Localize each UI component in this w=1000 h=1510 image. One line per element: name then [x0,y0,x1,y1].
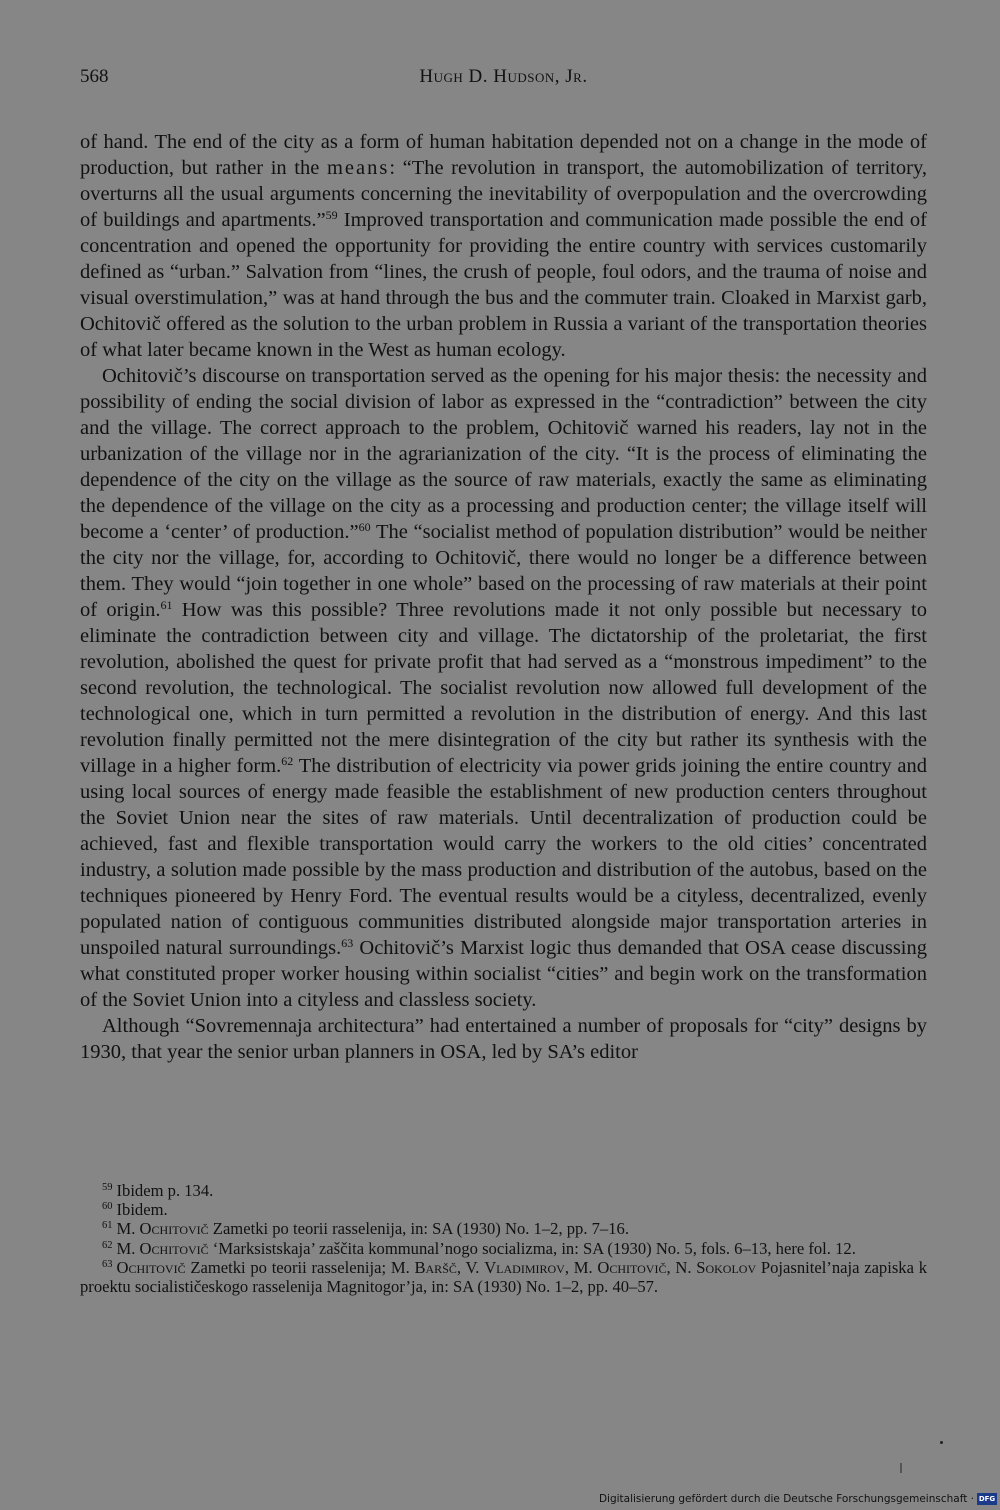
footnote-number: 59 [102,1182,113,1193]
footnote-number: 62 [102,1239,113,1251]
footnote-author: Ochitovič [597,1257,667,1277]
footnote-number: 63 [102,1258,113,1270]
text-run: Ochitovič’s discourse on transportation served as the opening for his major thesis: the necessity and possibility of ending the social division of labor as expressed in the “contradiction” between the city and the village. The correct approach to the problem, Ochitovič warned his readers, lay not in the urbanization of the village nor in the agrarianization of the city. “It is the process of eliminating the dependence of the city on the village as the source of raw materials, exactly the same as eliminating the dependence of the village on the city as a processing and production center; the village itself will become a ‘center’ of production.” [80,365,927,543]
paragraph-2 [80,363,927,1013]
dfg-logo-icon: DFG [978,1495,996,1503]
paragraph-3: Although “Sovremennaja architectura” had entertained a number of proposals for “city” designs by 1930, that year the senior urban planners in OSA, led by SA’s editor [80,1015,927,1063]
page-number: 568 [80,66,109,87]
footnote-text: Zametki po teorii rasselenija; M. [185,1257,415,1277]
footnote-61 [80,1219,927,1238]
spaced-word: means [326,157,390,179]
footnote-author: Vladimirov [484,1257,565,1277]
footnote-60 [80,1200,927,1219]
footnote-text: Ibidem. [116,1200,168,1220]
running-head: Hugh D. Hudson, Jr. [419,66,588,87]
scan-speck [940,1441,943,1444]
footnote-text: Ibidem p. 134. [116,1181,214,1200]
text-run: Ochitovič’s Marxist logic thus demanded that OSA cease discussing what constituted proper worker housing within socialist “cities” and begin work on the transformation of the Soviet Union into a cityless and classless society. [80,937,927,1011]
footnote-text: Zametki po teorii rasselenija, in: SA (1930) No. 1–2, pp. 7–16. [208,1219,629,1239]
footnote-author: Baršč [414,1257,457,1277]
footnote-ref-62[interactable]: 62 [281,754,294,768]
footnote-text: ‘Marksistskaja’ zaščita kommunal’nogo socializma, in: SA (1930) No. 5, fols. 6–13, here fol. 12. [208,1238,856,1258]
footnote-author: M. Ochitovič [116,1219,209,1239]
page-header [80,66,927,94]
footnote-text: , V. [456,1257,485,1277]
footnote-ref-63[interactable]: 63 [341,936,354,950]
footnote-59 [80,1181,927,1200]
footnote-ref-60[interactable]: 60 [358,520,371,534]
text-run: Improved transportation and communication made possible the end of concentration and opened the opportunity for providing the entire country with services customarily defined as “urban.” Salvation from “lines, the crush of people, foul odors, and the trauma of noise and visual overstimulation,” was at hand through the bus and the commuter train. Cloaked in Marxist garb, Ochitovič offered as the solution to the urban problem in Russia a variant of the transportation theories of what later became known in the West as human ecology. [80,209,927,361]
footnote-ref-61[interactable]: 61 [160,598,173,612]
scan-mark [900,1463,902,1473]
footnote-62 [80,1239,927,1258]
footnote-text: Pojasnitel’naja zapiska k proektu socialističeskogo rasselenija Magnitogor’ja, in: SA (1930) No. 1–2, pp. 40–57. [80,1257,927,1297]
text-run: of hand. The end of the city as a form of human habitation depended not on a change in the mode of production, but rather in the [80,131,927,179]
footnote-text: , M. [564,1257,598,1277]
footnote-number: 60 [102,1201,113,1213]
text-run: : “The revolution in transport, the automobilization of territory, overturns all the usual arguments concerning the inevitability of overpopulation and the overcrowding of buildings and apartments.” [80,157,927,231]
footnote-text: , N. [666,1257,697,1277]
footnote-ref-59[interactable]: 59 [325,208,338,222]
text-run: How was this possible? Three revolutions made it not only possible but necessary to eliminate the contradiction between city and village. The dictatorship of the proletariat, the first revolution, abolished the quest for private profit that had served as a “monstrous impediment” to the second revolution, the technological. The socialist revolution now allowed full development of the technological one, which in turn permitted a revolution in the distribution of energy. And this last revolution finally permitted not the mere disintegration of the city but rather its synthesis with the village in a higher form. [80,599,928,777]
footnote-author: Sokolov [696,1257,757,1277]
footnotes [80,1181,927,1296]
text-run: The “socialist method of population distribution” would be neither the city nor the village, for, according to Ochitovič, there would no longer be a difference between them. They would “join together in one whole” based on the processing of raw materials at their point of origin. [80,521,927,621]
footnote-number: 61 [102,1220,113,1232]
footnote-63 [80,1258,927,1296]
text-run: The distribution of electricity via power grids joining the entire country and using local sources of energy made feasible the establishment of new production centers throughout the Soviet Union near the sites of raw materials. Until decentralization of production could be achieved, fast and flexible transportation would carry the workers to the old cities’ concentrated industry, a solution made possible by the mass production and distribution of the autobus, based on the techniques pioneered by Henry Ford. The eventual results would be a cityless, decentralized, evenly populated nation of contiguous communities distributed alongside major transportation arteries in unspoiled natural surroundings. [80,755,927,959]
paragraph-1 [80,129,927,363]
body-text [80,129,927,1065]
digitization-credit: Digitalisierung gefördert durch die Deutsche Forschungsgemeinschaft · [598,1493,974,1505]
footnote-author: M. Ochitovič [116,1238,209,1258]
footnote-author: Ochitovič [116,1257,186,1277]
